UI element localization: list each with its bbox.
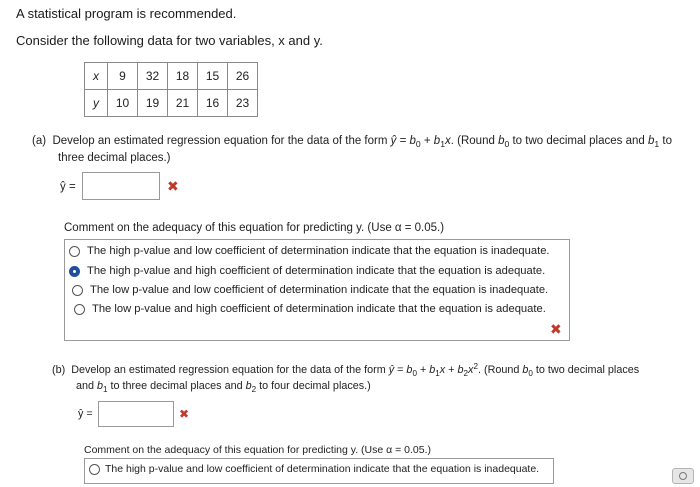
consider-line: Consider the following data for two variables, x and y. xyxy=(16,33,323,48)
part-b-comment: Comment on the adequacy of this equation for predicting y. (Use α = 0.05.) xyxy=(84,444,432,456)
part-b-answer-input[interactable] xyxy=(98,401,174,427)
camera-icon[interactable] xyxy=(672,468,694,484)
part-a-tag: (a) xyxy=(32,135,47,147)
y-header: y xyxy=(85,90,108,117)
part-b-text-6: to four decimal places.) xyxy=(256,380,371,392)
table-row-y xyxy=(85,90,258,117)
y-cell: 10 xyxy=(108,90,138,117)
table-row-x xyxy=(85,63,258,90)
part-a-comment-wrong-icon: ✖ xyxy=(550,321,562,337)
part-b-text-4: and xyxy=(76,380,98,392)
part-a-comment: Comment on the adequacy of this equation for predicting y. (Use α = 0.05.) xyxy=(64,222,445,234)
part-b-text-2: (Round xyxy=(480,364,523,376)
part-b-option-1-label[interactable]: The high p-value and low coefficient of determination indicate that the equation is inadequate. xyxy=(105,463,540,475)
part-a-option-3-label[interactable]: The low p-value and low coefficient of determination indicate that the equation is inadequate. xyxy=(90,284,549,296)
y-cell: 16 xyxy=(198,90,228,117)
part-a-text-1: Develop an estimated regression equation for the data of the form xyxy=(52,135,391,147)
part-a-option-4-radio[interactable] xyxy=(74,304,85,315)
part-a-options-panel xyxy=(64,239,570,341)
part-a-option-3-radio[interactable] xyxy=(72,285,83,296)
part-a-text-2: (Round xyxy=(453,135,499,147)
part-a-text-3: to two decimal places and xyxy=(509,135,648,147)
part-b-wrong-icon: ✖ xyxy=(179,407,190,421)
part-a-option-2-label[interactable]: The high p-value and high coefficient of determination indicate that the equation is adequate. xyxy=(87,265,546,277)
part-b-text-5: to three decimal places and xyxy=(107,380,246,392)
x-cell: 32 xyxy=(138,63,168,90)
part-a-option-2-radio[interactable] xyxy=(69,266,80,277)
part-b-option-1-radio[interactable] xyxy=(89,464,100,475)
part-b-question: (b) Develop an estimated regression equation for the data of the form ŷ = $b_0 + b_1x + b_2x^2$. (Round $b_0$ to two decimal places xyxy=(52,362,640,378)
x-cell: 15 xyxy=(198,63,228,90)
intro-line: A statistical program is recommended. xyxy=(16,6,237,21)
part-b-tag: (b) xyxy=(52,364,66,376)
part-b-options-panel xyxy=(84,458,554,484)
x-cell: 26 xyxy=(228,63,258,90)
part-a-text-4: to xyxy=(659,135,672,147)
y-cell: 19 xyxy=(138,90,168,117)
part-a-wrong-icon: ✖ xyxy=(167,178,179,194)
part-a-option-1-radio[interactable] xyxy=(69,246,80,257)
part-b-yhat-label: ŷ = xyxy=(78,408,93,420)
x-cell: 9 xyxy=(108,63,138,90)
part-a-question-line2: three decimal places.) xyxy=(58,152,171,164)
part-a-option-4-label[interactable]: The low p-value and high coefficient of determination indicate that the equation is adequate. xyxy=(92,303,546,315)
x-cell: 18 xyxy=(168,63,198,90)
part-b-text-1: Develop an estimated regression equation for the data of the form xyxy=(71,364,389,376)
part-a-question: (a) Develop an estimated regression equation for the data of the form ŷ = $b_0 + b_1x$. (Round $b_0$ to two decimal places and $b_1$ to xyxy=(32,135,672,149)
part-a-option-1-label[interactable]: The high p-value and low coefficient of determination indicate that the equation is inadequate. xyxy=(87,245,550,257)
data-table xyxy=(84,62,258,117)
y-cell: 21 xyxy=(168,90,198,117)
part-b-text-3: to two decimal places xyxy=(532,364,640,376)
part-a-yhat-label: ŷ = xyxy=(60,181,76,193)
part-b-question-line2: and $b_1$ to three decimal places and $b_2$ to four decimal places.) xyxy=(76,380,371,394)
y-cell: 23 xyxy=(228,90,258,117)
part-a-answer-input[interactable] xyxy=(82,172,160,200)
x-header: x xyxy=(85,63,108,90)
